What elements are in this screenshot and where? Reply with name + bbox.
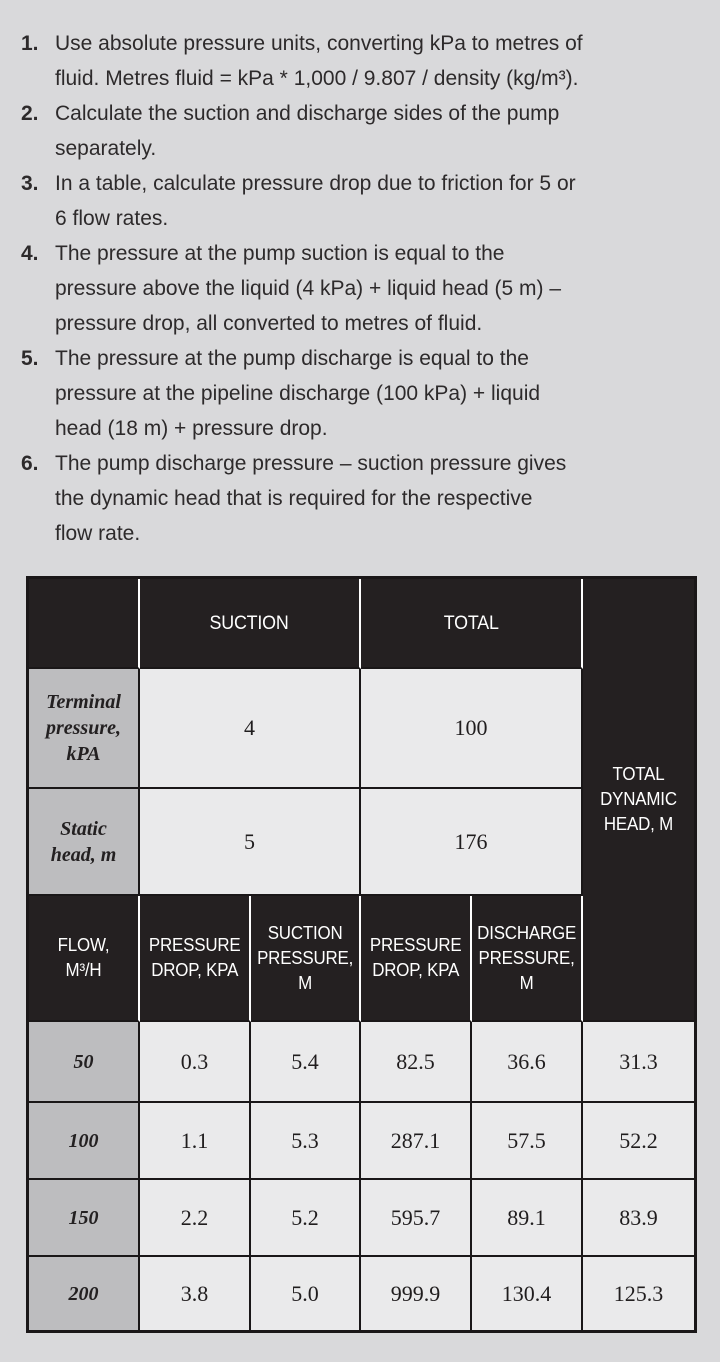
column-header-discharge-pressure-label: DISCHARGE PRESSURE, M	[477, 922, 576, 993]
list-number: 2.	[21, 102, 39, 125]
data-cell: 89.1	[472, 1180, 583, 1257]
list-item	[21, 341, 702, 446]
data-cell: 36.6	[472, 1022, 583, 1103]
list-line: In a table, calculate pressure drop due to friction for 5 or	[55, 172, 576, 195]
data-cell: 3.8	[140, 1257, 251, 1330]
list-line: head (18 m) + pressure drop.	[55, 417, 328, 440]
list-line: Calculate the suction and discharge sides of the pump	[55, 102, 560, 125]
flow-cell: 150	[29, 1180, 140, 1257]
data-cell: 125.3	[583, 1257, 694, 1330]
data-cell: 83.9	[583, 1180, 694, 1257]
data-cell: 57.5	[472, 1103, 583, 1180]
column-header-suction-pressure	[251, 896, 361, 1022]
data-cell: 82.5	[361, 1022, 472, 1103]
list-item	[21, 236, 702, 341]
column-header-suction-pressure-drop-label: PRESSURE DROP, KPA	[148, 935, 241, 980]
list-number: 3.	[21, 172, 39, 195]
list-item	[21, 96, 702, 166]
flow-cell: 100	[29, 1103, 140, 1180]
corner-cell	[29, 579, 140, 669]
param-label-static-head: Static head, m	[29, 789, 140, 896]
data-cell: 5.3	[251, 1103, 361, 1180]
list-item	[21, 446, 702, 551]
pump-head-table	[26, 576, 697, 1333]
list-line: pressure at the pipeline discharge (100 kPa) + liquid	[55, 382, 541, 405]
list-number: 1.	[21, 32, 39, 55]
data-cell: 2.2	[140, 1180, 251, 1257]
group-header-total-dynamic-head	[583, 579, 694, 1022]
group-header-tdh-label: TOTAL DYNAMIC HEAD, M	[600, 764, 677, 834]
group-header-suction-label: SUCTION	[209, 612, 290, 634]
param-value-total-static-head: 176	[361, 789, 583, 896]
data-cell: 52.2	[583, 1103, 694, 1180]
list-number: 5.	[21, 347, 39, 370]
flow-cell: 50	[29, 1022, 140, 1103]
list-line: The pressure at the pump suction is equal to the	[55, 242, 505, 265]
column-header-suction-pressure-label: SUCTION PRESSURE, M	[256, 922, 354, 993]
list-line: Use absolute pressure units, converting kPa to metres of	[55, 32, 583, 55]
data-cell: 595.7	[361, 1180, 472, 1257]
group-header-total	[361, 579, 583, 669]
list-number: 6.	[21, 452, 39, 475]
data-cell: 999.9	[361, 1257, 472, 1330]
list-line: pressure drop, all converted to metres of fluid.	[55, 312, 483, 335]
group-header-suction	[140, 579, 361, 669]
data-cell: 0.3	[140, 1022, 251, 1103]
list-line: separately.	[55, 137, 157, 160]
column-header-discharge-pressure-drop-label: PRESSURE DROP, KPA	[369, 935, 462, 980]
list-line: fluid. Metres fluid = kPa * 1,000 / 9.807 / density (kg/m³).	[55, 67, 579, 90]
list-line: 6 flow rates.	[55, 207, 169, 230]
param-label-terminal-pressure: Terminal pressure, kPA	[29, 669, 140, 789]
data-cell: 130.4	[472, 1257, 583, 1330]
data-cell: 5.4	[251, 1022, 361, 1103]
list-line: The pump discharge pressure – suction pressure gives	[55, 452, 567, 475]
column-header-discharge-pressure	[472, 896, 583, 1022]
list-number: 4.	[21, 242, 39, 265]
list-item	[21, 26, 702, 96]
list-line: the dynamic head that is required for the respective	[55, 487, 533, 510]
param-value-total-terminal-pressure: 100	[361, 669, 583, 789]
data-cell: 287.1	[361, 1103, 472, 1180]
list-line: The pressure at the pump discharge is equal to the	[55, 347, 529, 370]
data-cell: 5.0	[251, 1257, 361, 1330]
data-cell: 1.1	[140, 1103, 251, 1180]
list-item	[21, 166, 702, 236]
column-header-discharge-pressure-drop	[361, 896, 472, 1022]
column-header-flow	[29, 896, 140, 1022]
data-cell: 31.3	[583, 1022, 694, 1103]
param-value-suction-static-head: 5	[140, 789, 361, 896]
column-header-suction-pressure-drop	[140, 896, 251, 1022]
param-value-suction-terminal-pressure: 4	[140, 669, 361, 789]
group-header-total-label: TOTAL	[443, 612, 499, 634]
list-line: pressure above the liquid (4 kPa) + liquid head (5 m) –	[55, 277, 562, 300]
flow-cell: 200	[29, 1257, 140, 1330]
data-cell: 5.2	[251, 1180, 361, 1257]
instructions-list	[0, 0, 720, 551]
list-line: flow rate.	[55, 522, 141, 545]
column-header-flow-label: FLOW, M³/H	[57, 935, 110, 980]
